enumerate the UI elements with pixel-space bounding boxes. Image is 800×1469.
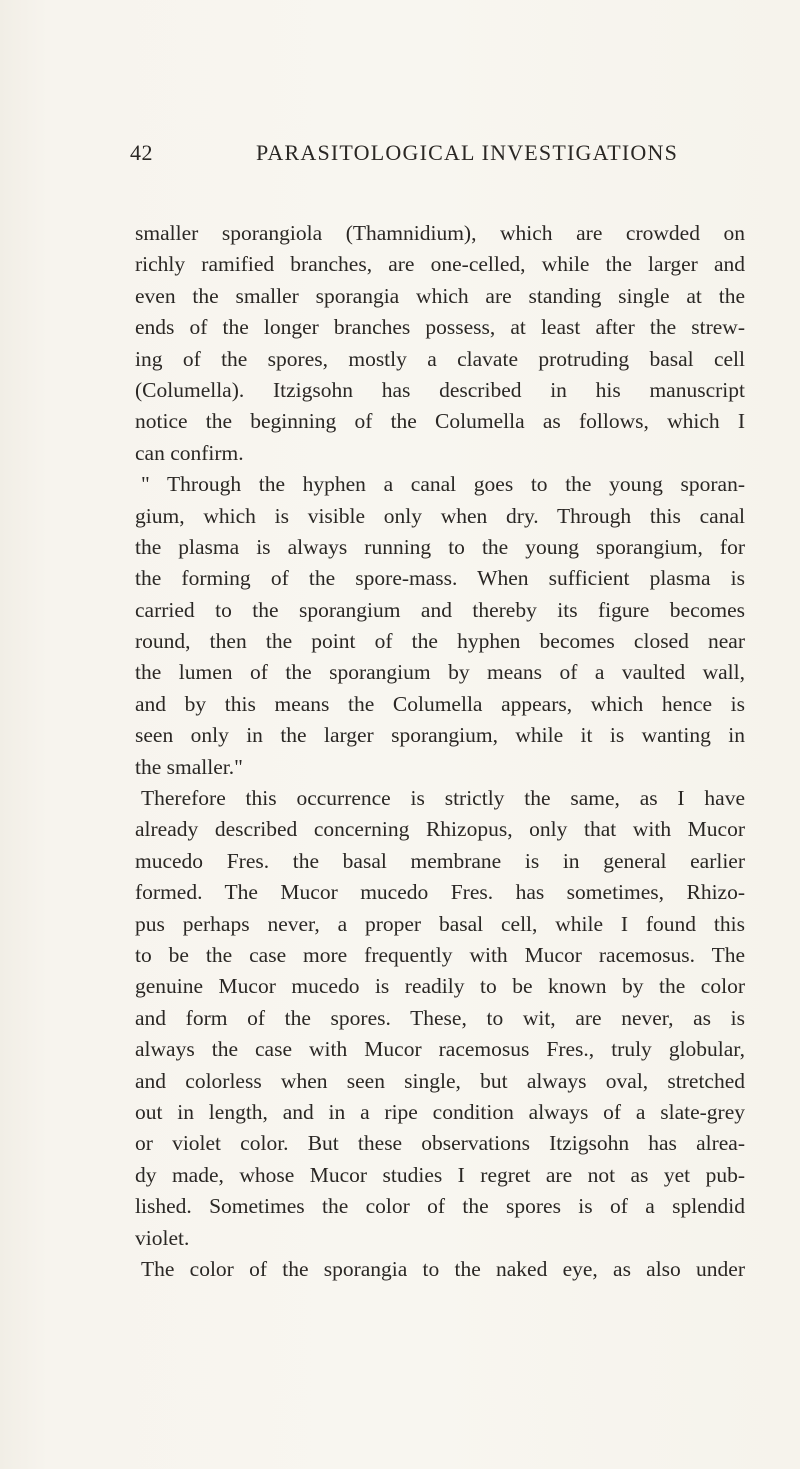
body-text [135,218,745,1285]
text-line: dy made, whose Mucor studies I regret are not as yet pub- [135,1162,745,1187]
text-line: seen only in the larger sporangium, while it is wanting in [135,723,745,748]
text-line: The color of the sporangia to the naked eye, as also under [141,1256,745,1281]
text-line: lished. Sometimes the color of the spores is of a splendid [135,1194,745,1219]
text-line: to be the case more frequently with Mucor racemosus. The [135,942,745,967]
text-line: the smaller." [135,754,243,779]
text-line: or violet color. But these observations Itzigsohn has alrea- [135,1131,745,1156]
text-line: " Through the hyphen a canal goes to the young sporan- [141,472,745,497]
text-line: richly ramified branches, are one-celled, while the larger and [135,252,745,277]
text-line: formed. The Mucor mucedo Fres. has sometimes, Rhizo- [135,880,745,905]
text-line: and colorless when seen single, but always oval, stretched [135,1068,745,1093]
text-line: already described concerning Rhizopus, only that with Mucor [135,817,745,842]
text-line: pus perhaps never, a proper basal cell, while I found this [135,911,745,936]
text-line: the forming of the spore-mass. When sufficient plasma is [135,566,745,591]
text-line: even the smaller sporangia which are standing single at the [135,283,745,308]
text-line: out in length, and in a ripe condition always of a slate-grey [135,1099,745,1124]
text-line: (Columella). Itzigsohn has described in his manuscript [135,377,745,402]
text-line: the lumen of the sporangium by means of a vaulted wall, [135,660,745,685]
text-line: genuine Mucor mucedo is readily to be known by the color [135,974,745,999]
text-line: notice the beginning of the Columella as follows, which I [135,409,745,434]
text-line: Therefore this occurrence is strictly the same, as I have [141,786,745,811]
text-line: and form of the spores. These, to wit, are never, as is [135,1005,745,1030]
text-line: always the case with Mucor racemosus Fres., truly globular, [135,1037,745,1062]
text-line: carried to the sporangium and thereby its figure becomes [135,597,745,622]
text-line: the plasma is always running to the young sporangium, for [135,534,745,559]
page-number: 42 [130,140,153,165]
text-line: gium, which is visible only when dry. Through this canal [135,503,745,528]
text-line: violet. [135,1225,190,1250]
text-line: mucedo Fres. the basal membrane is in general earlier [135,848,745,873]
text-line: ing of the spores, mostly a clavate protruding basal cell [135,346,745,371]
running-title: PARASITOLOGICAL INVESTIGATIONS [256,140,679,165]
text-line: ends of the longer branches possess, at least after the strew- [135,315,745,340]
text-line: can confirm. [135,440,244,465]
running-head [130,140,730,174]
text-line: and by this means the Columella appears, which hence is [135,691,745,716]
text-line: round, then the point of the hyphen becomes closed near [135,629,745,654]
text-line: smaller sporangiola (Thamnidium), which are crowded on [135,221,745,245]
